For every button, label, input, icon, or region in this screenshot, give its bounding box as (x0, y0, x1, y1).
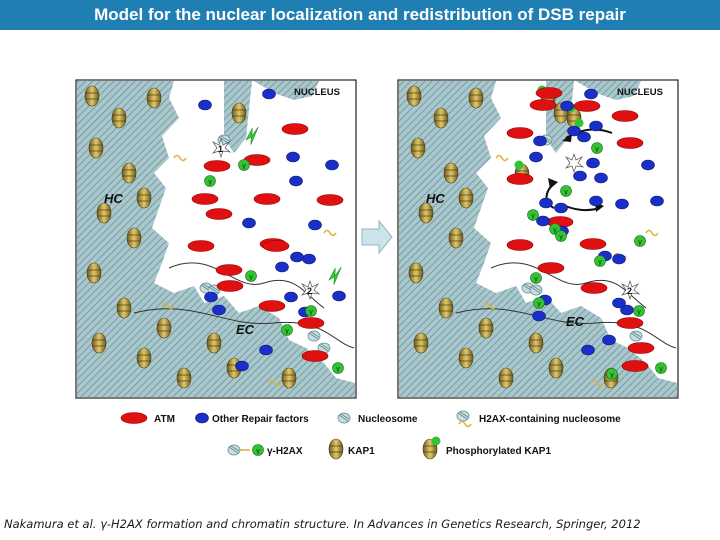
gamma-symbol: γ (256, 448, 260, 455)
kap1-legend-icon (329, 439, 343, 459)
panel-before (76, 80, 356, 398)
legend-atm: ATM (154, 414, 175, 425)
h2ax-nucleosome-legend-icon (457, 411, 469, 421)
break-site-label: 2 (627, 286, 633, 296)
ec-label: EC (566, 314, 585, 329)
phosphate-icon (432, 437, 441, 446)
break-site-label: 2 (307, 286, 313, 296)
legend-h2ax-nucleosome: H2AX-containing nucleosome (479, 414, 621, 425)
panel-after (398, 80, 678, 398)
transition-arrow-icon (362, 221, 392, 253)
atm-legend-icon (121, 413, 147, 424)
legend-other-repair: Other Repair factors (212, 414, 309, 425)
citation: Nakamura et al. γ-H2AX formation and chromatin structure. In Advances in Genetics Research, Springer, 2012 (4, 517, 641, 531)
legend-phospho-kap1: Phosphorylated KAP1 (446, 446, 552, 457)
legend (121, 411, 621, 459)
legend-gamma-h2ax: γ-H2AX (267, 446, 303, 457)
nucleosome-legend-icon (338, 413, 350, 423)
nucleus-label: NUCLEUS (294, 87, 340, 98)
model-figure: γ NUCLEUS HC EC 1 2 NUCLEUS HC EC 2 ATM Other Repair factors Nucleosome H2AX-containing nucleosome γ γ-H2AX KAP1 Phosphorylated KAP1 (74, 78, 686, 468)
hc-label: HC (426, 191, 445, 206)
repair-factor-legend-icon (196, 413, 209, 423)
nucleus-label: NUCLEUS (617, 87, 663, 98)
slide-title: Model for the nuclear localization and redistribution of DSB repair (0, 0, 720, 30)
ec-label: EC (236, 322, 255, 337)
legend-kap1: KAP1 (348, 446, 375, 457)
hc-label: HC (104, 191, 123, 206)
legend-nucleosome: Nucleosome (358, 414, 418, 425)
gamma-h2ax-nucleosome-icon (228, 445, 240, 455)
break-site-label: 1 (218, 144, 224, 154)
